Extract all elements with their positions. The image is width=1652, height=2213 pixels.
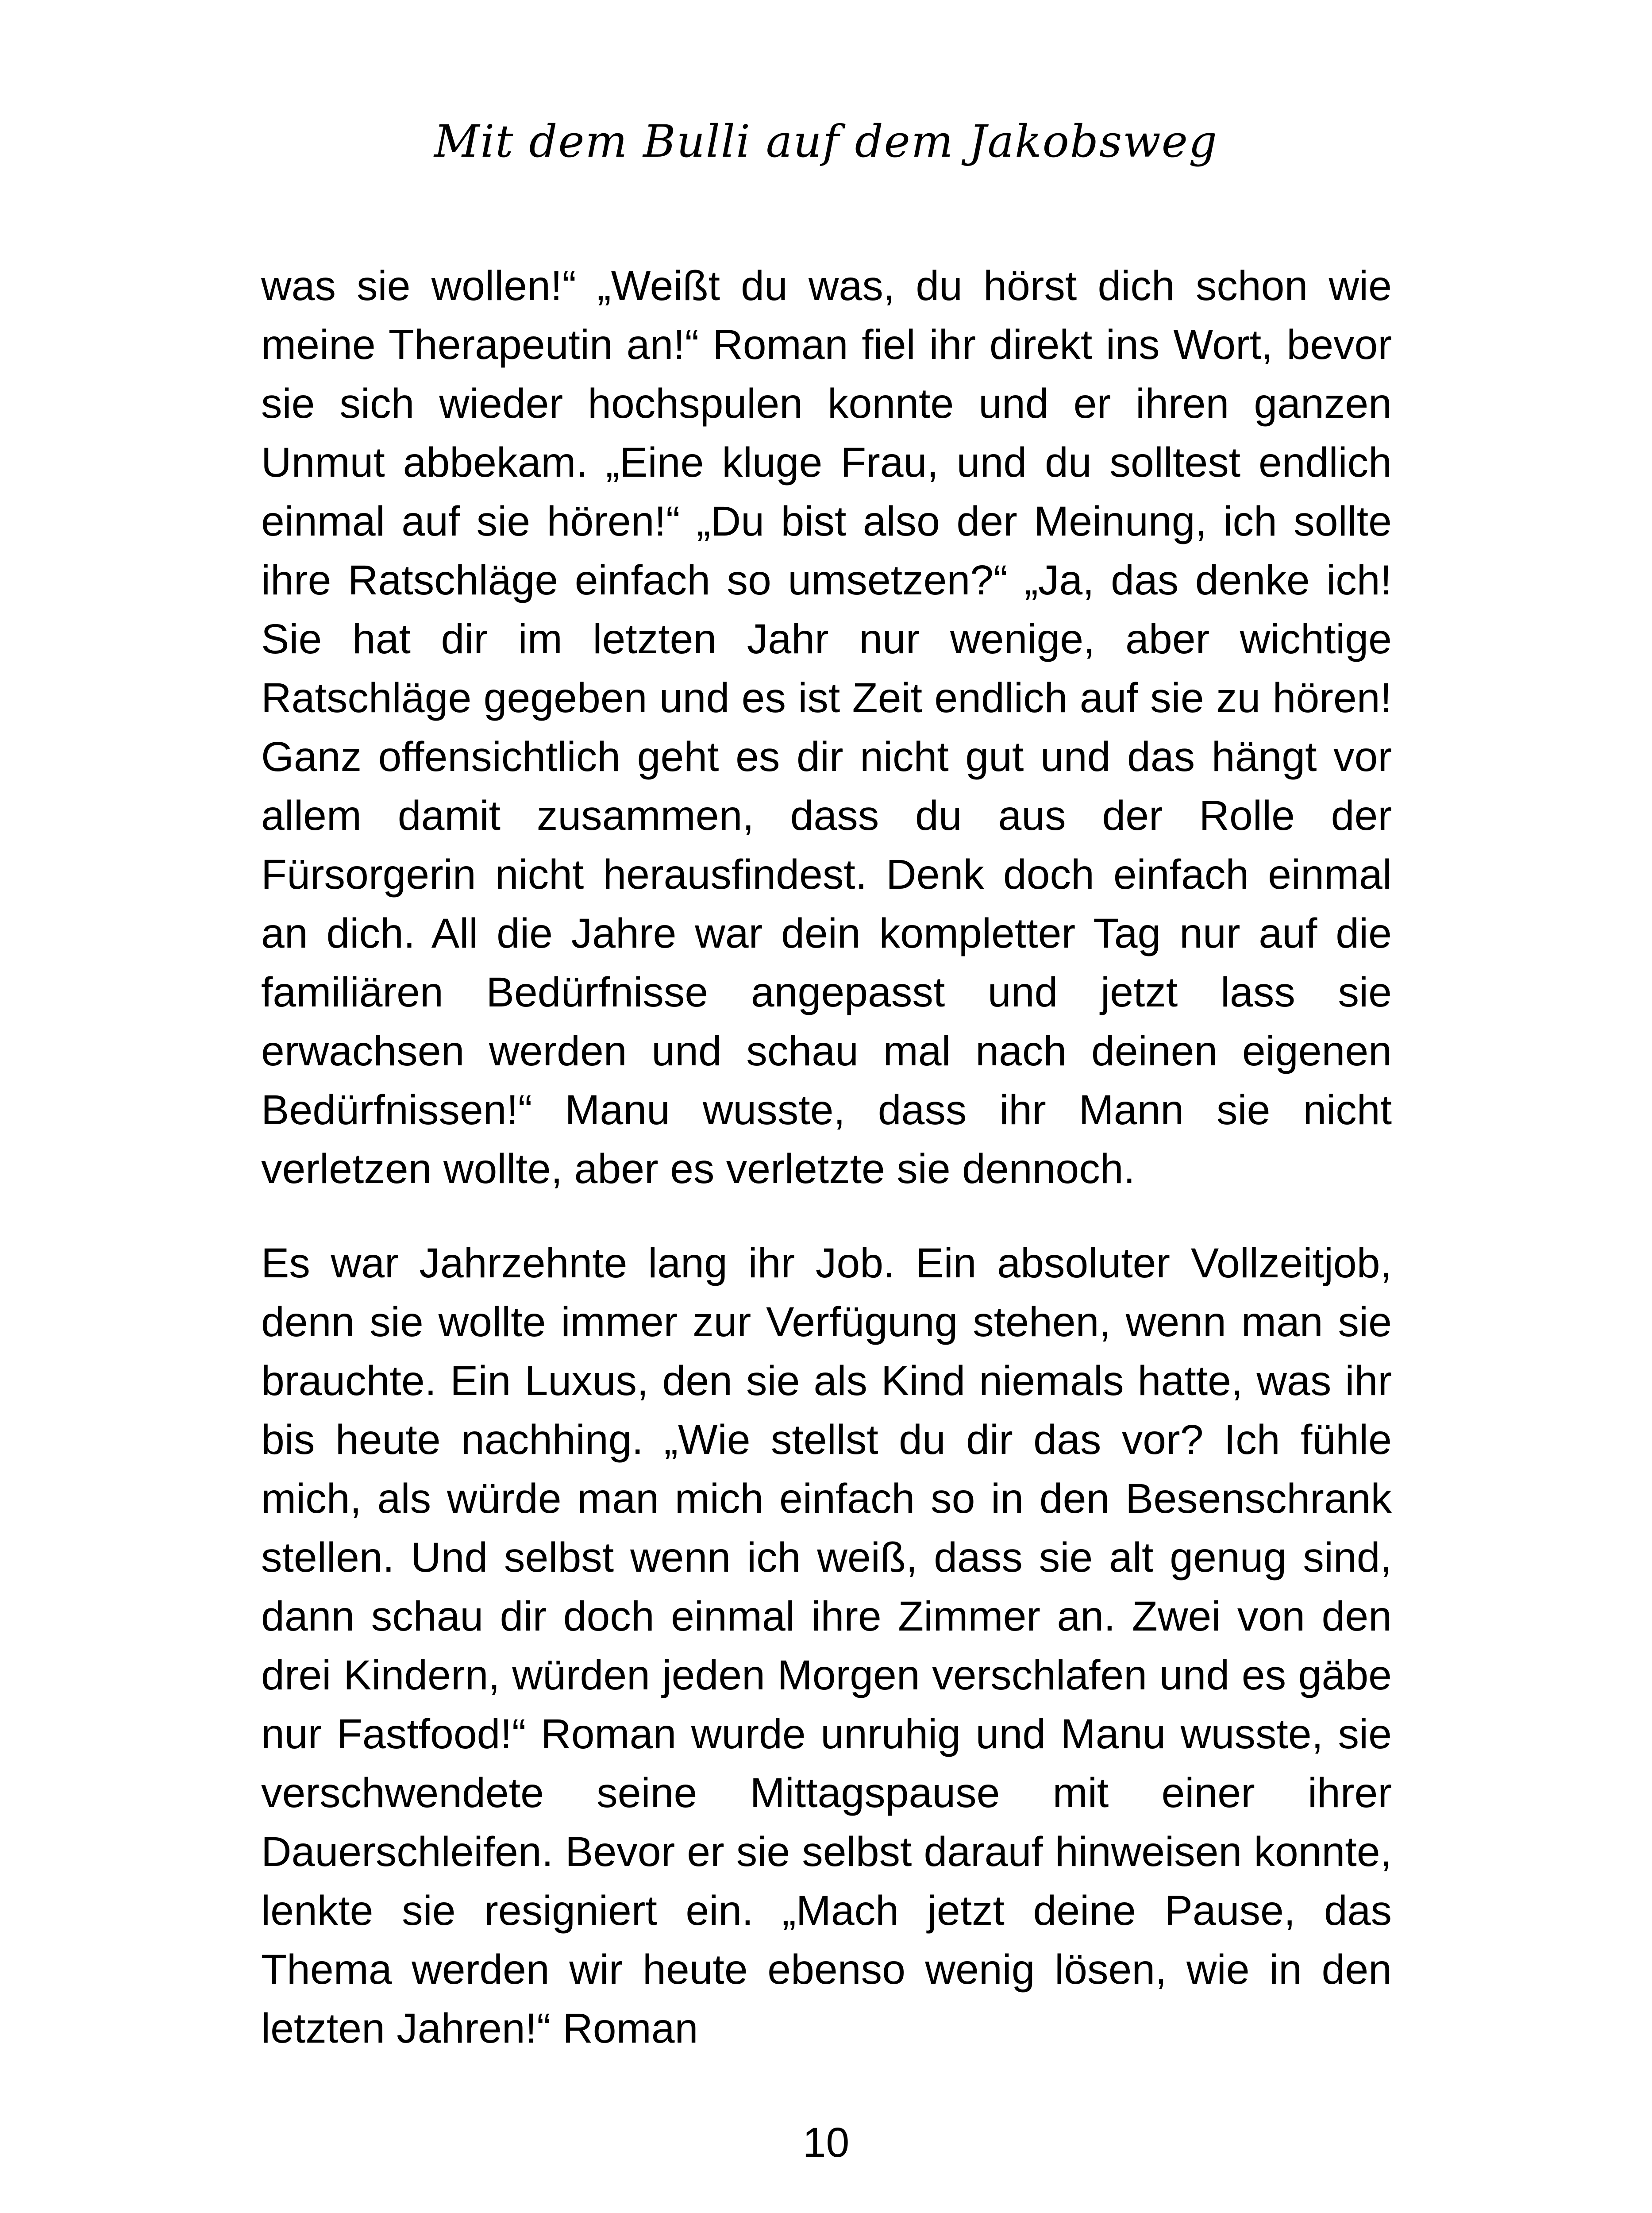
running-header-title: Mit dem Bulli auf dem Jakobsweg bbox=[434, 116, 1218, 167]
page-number: 10 bbox=[802, 2119, 850, 2166]
paragraph-2: Es war Jahrzehnte lang ihr Job. Ein absoluter Vollzeitjob, denn sie wollte immer zur Verfügung stehen, wenn man sie brauchte. Ein Luxus, den sie als Kind niemals hatte, was ihr bis heute nachhing. „Wie stellst du dir das vor? Ich fühle mich, als würde man mich einfach so in den Besenschrank stellen. Und selbst wenn ich weiß, dass sie alt genug sind, dann schau dir doch einmal ihre Zimmer an. Zwei von den drei Kindern, würden jeden Morgen verschlafen und es gäbe nur Fastfood!“ Roman wurde unruhig und Manu wusste, sie verschwendete seine Mittagspause mit einer ihrer Dauerschleifen. Bevor er sie selbst darauf hinweisen konnte, lenkte sie resigniert ein. „Mach jetzt deine Pause, das Thema werden wir heute ebenso wenig lösen, wie in den letzten Jahren!“ Roman bbox=[261, 1240, 1392, 2052]
paragraph-1: was sie wollen!“ „Weißt du was, du hörst dich schon wie meine Therapeutin an!“ Roman fiel ihr direkt ins Wort, bevor sie sich wieder hochspulen konnte und er ihren ganzen Unmut abbekam. „Eine kluge Frau, und du solltest endlich einmal auf sie hören!“ „Du bist also der Meinung, ich sollte ihre Ratschläge einfach so umsetzen?“ „Ja, das denke ich! Sie hat dir im letzten Jahr nur wenige, aber wichtige Ratschläge gegeben und es ist Zeit endlich auf sie zu hören! Ganz offensichtlich geht es dir nicht gut und das hängt vor allem damit zusammen, dass du aus der Rolle der Fürsorgerin nicht herausfindest. Denk doch einfach einmal an dich. All die Jahre war dein kompletter Tag nur auf die familiären Bedürfnisse angepasst und jetzt lass sie erwachsen werden und schau mal nach deinen eigenen Bedürfnissen!“ Manu wusste, dass ihr Mann sie nicht verletzen wollte, aber es verletzte sie dennoch. bbox=[261, 262, 1392, 1192]
body-text bbox=[261, 257, 1392, 2058]
